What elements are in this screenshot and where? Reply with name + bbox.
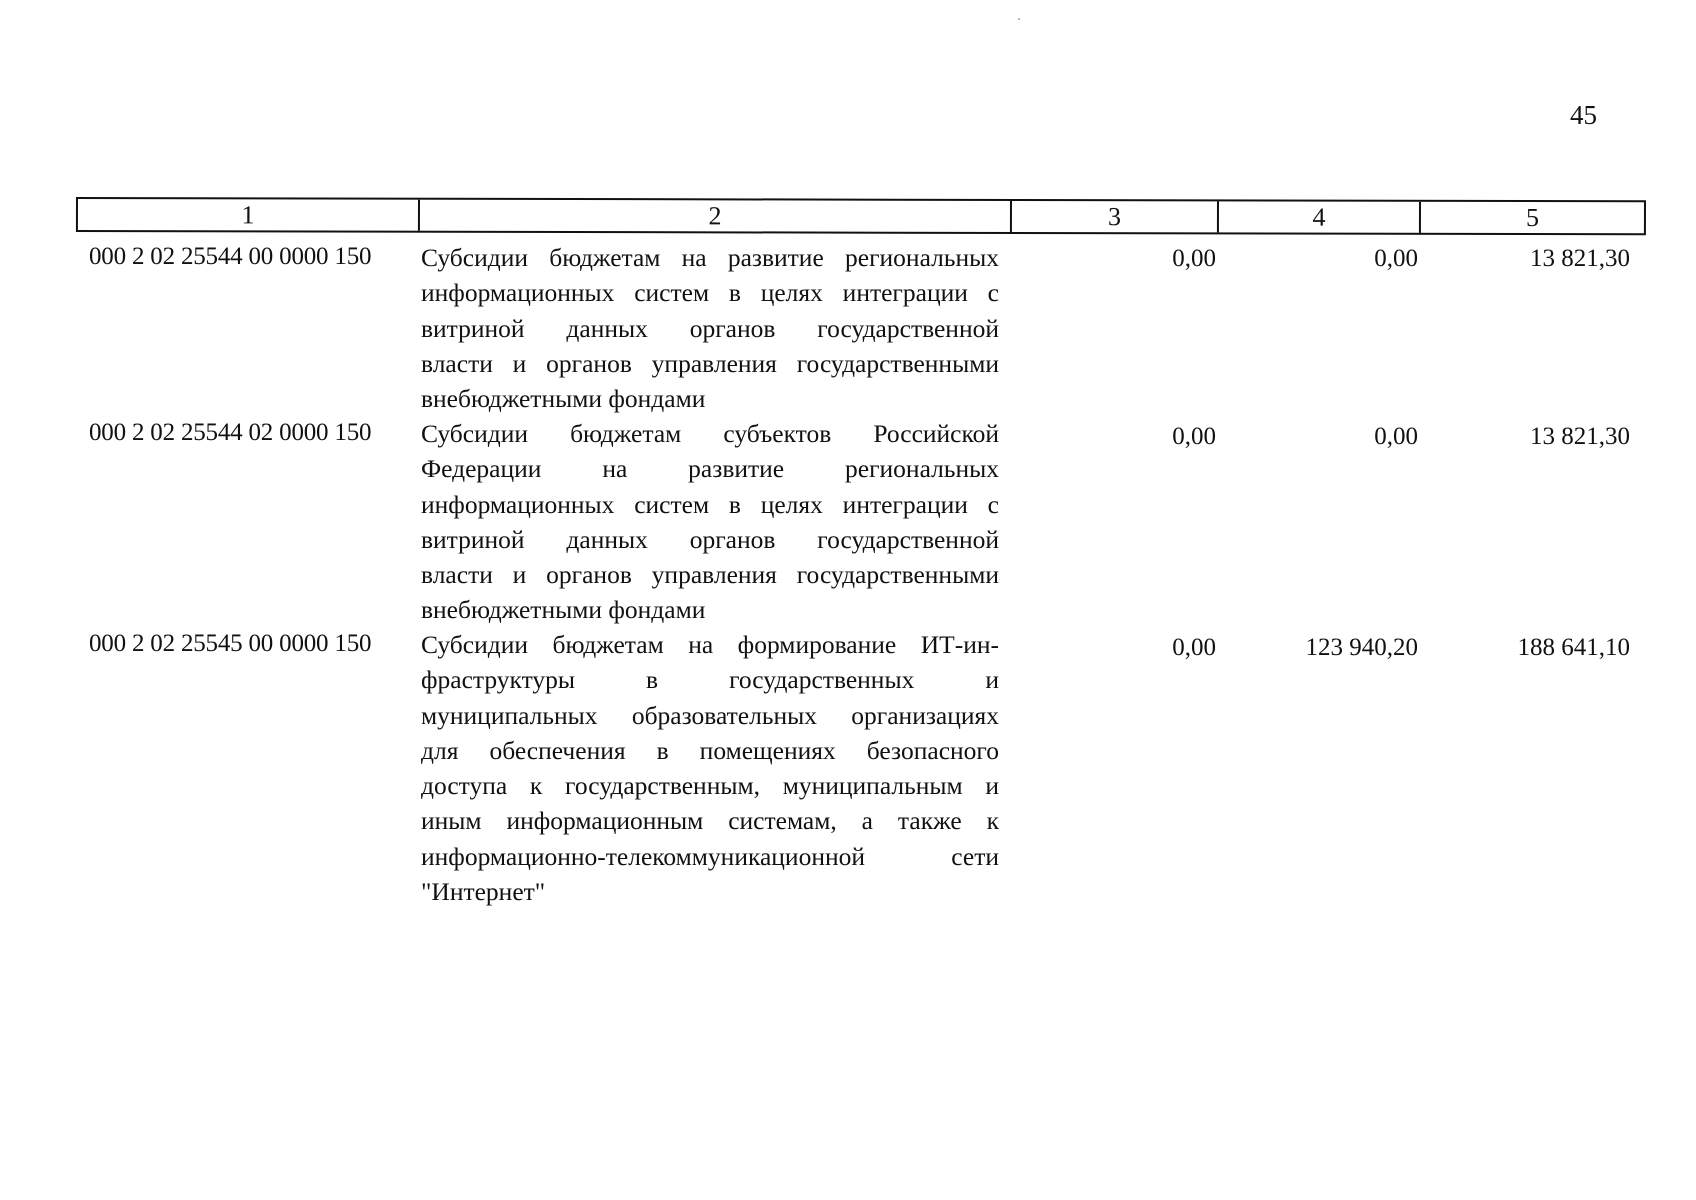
budget-code: 000 2 02 25544 00 0000 150 xyxy=(89,243,372,270)
header-col-3: 3 xyxy=(1012,201,1219,232)
description-line: Субсидии бюджетам на формирование ИТ-ин- xyxy=(421,630,999,659)
value-col-3: 0,00 xyxy=(1172,423,1216,450)
row-description xyxy=(421,416,999,628)
row-description xyxy=(421,240,999,416)
header-col-4: 4 xyxy=(1219,201,1421,232)
description-line: информационно-телекоммуникационной сети xyxy=(421,841,999,871)
description-line: Федерации на развитие региональных xyxy=(421,454,999,484)
description-line: "Интернет" xyxy=(421,877,546,907)
value-col-4: 0,00 xyxy=(1374,245,1418,272)
scan-speck xyxy=(1018,18,1020,20)
description-line: иным информационным системам, а также к xyxy=(421,806,999,836)
value-col-3: 0,00 xyxy=(1172,634,1216,661)
description-line: внебюджетными фондами xyxy=(421,384,706,414)
row-description xyxy=(421,627,999,909)
description-line: фраструктуры в государственных и xyxy=(421,665,999,695)
description-line: витриной данных органов государственной xyxy=(421,313,999,343)
value-col-4: 123 940,20 xyxy=(1305,634,1418,661)
description-line: внебюджетными фондами xyxy=(421,595,706,625)
budget-code: 000 2 02 25544 02 0000 150 xyxy=(89,419,372,446)
description-line: витриной данных органов государственной xyxy=(421,524,999,554)
budget-code: 000 2 02 25545 00 0000 150 xyxy=(89,630,372,657)
description-line: власти и органов управления государственными xyxy=(421,348,999,378)
value-col-5: 13 821,30 xyxy=(1530,245,1630,272)
header-col-5: 5 xyxy=(1525,203,1539,233)
description-line: Субсидии бюджетам на развитие региональных xyxy=(421,243,999,272)
page-number: 45 xyxy=(1570,100,1597,130)
value-col-5: 188 641,10 xyxy=(1517,634,1630,661)
description-line: муниципальных образовательных организациях xyxy=(421,700,999,730)
value-col-5: 13 821,30 xyxy=(1530,423,1630,450)
description-line: информационных систем в целях интеграции с xyxy=(421,278,999,308)
table-header-row xyxy=(76,197,1646,235)
description-line: Субсидии бюджетам субъектов Российской xyxy=(421,419,999,448)
description-line: доступа к государственным, муниципальным и xyxy=(421,771,999,801)
value-col-4: 0,00 xyxy=(1374,423,1418,450)
description-line: для обеспечения в помещениях безопасного xyxy=(421,735,999,765)
header-col-2: 2 xyxy=(420,200,1012,232)
header-col-1: 1 xyxy=(78,199,420,231)
description-line: информационных систем в целях интеграции с xyxy=(421,489,999,519)
description-line: власти и органов управления государственными xyxy=(421,560,999,590)
value-col-3: 0,00 xyxy=(1172,245,1216,272)
